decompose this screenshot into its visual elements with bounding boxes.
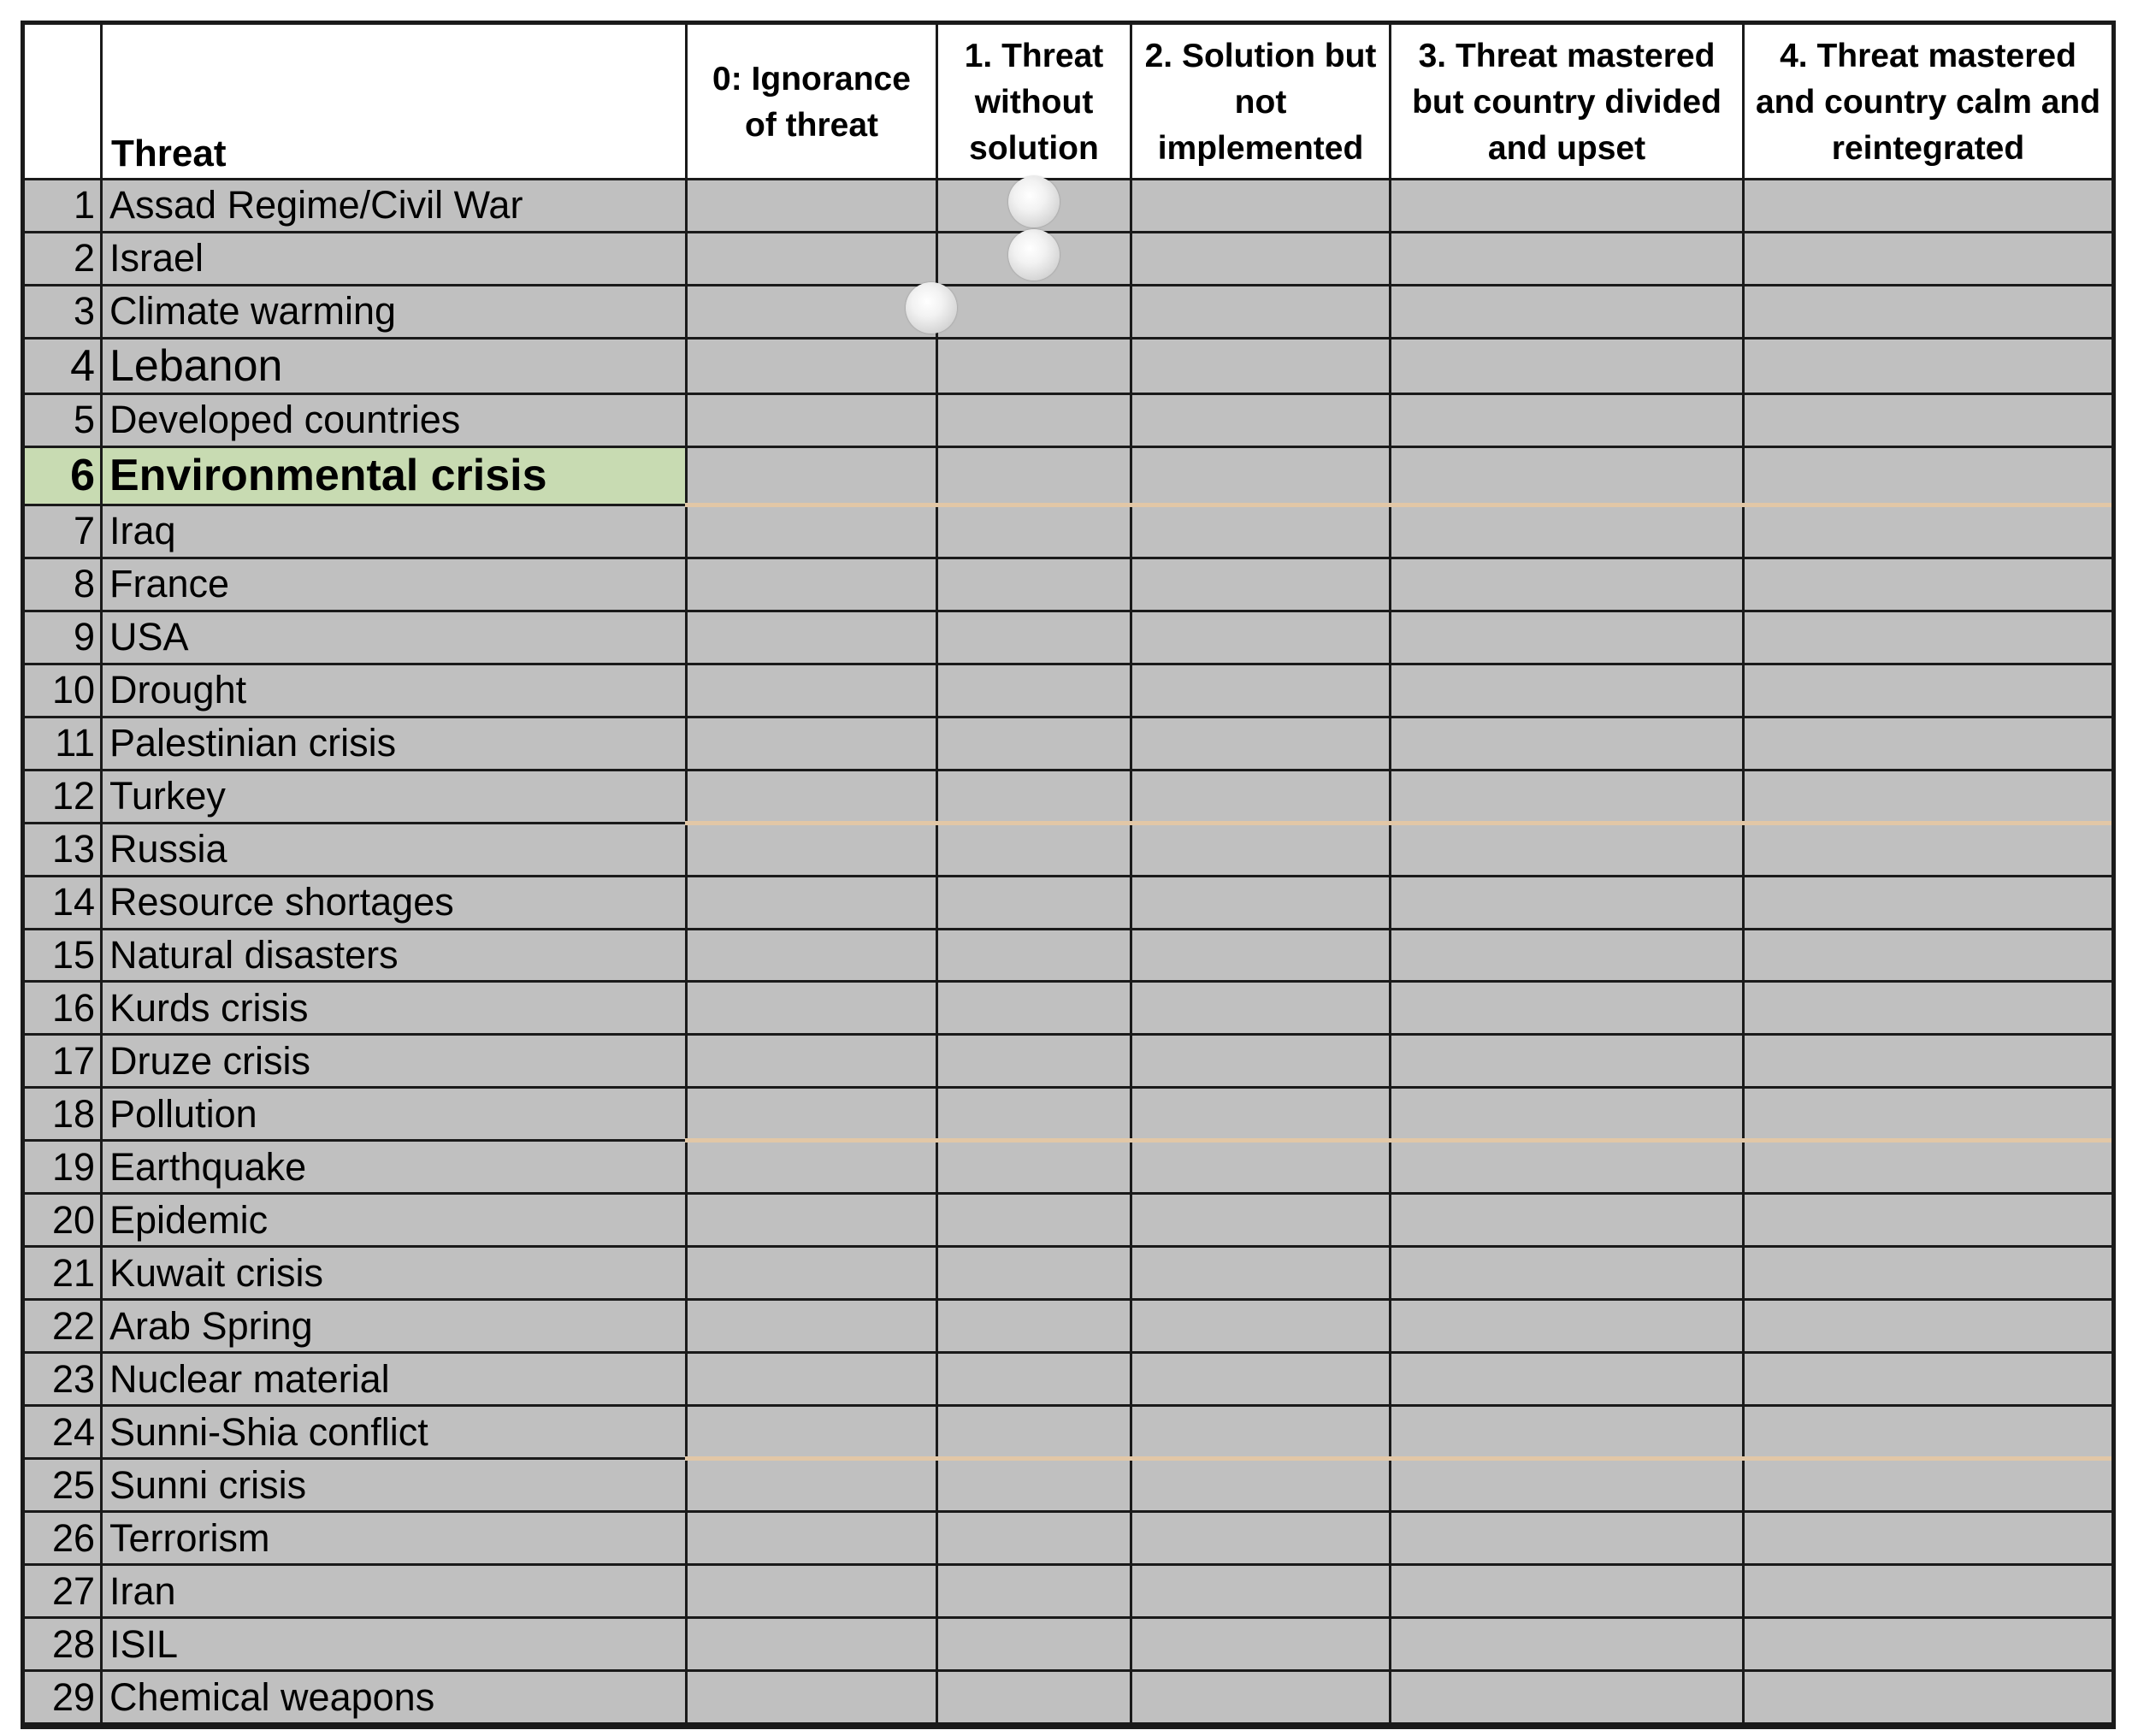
row-number: 11 [55, 721, 95, 765]
table-row [25, 559, 2111, 612]
sphere-marker-icon [1008, 176, 1060, 227]
table-row [25, 824, 2111, 877]
threat-name: Lebanon [109, 340, 283, 391]
table-row [25, 1566, 2111, 1619]
column-divider [936, 25, 938, 1725]
table-row [25, 1354, 2111, 1407]
row-number: 8 [73, 562, 95, 606]
table-row [25, 718, 2111, 771]
group-separator [685, 1138, 2111, 1143]
row-number: 19 [51, 1144, 95, 1189]
header-level-0: 0: Ignorance of threat [712, 61, 911, 144]
row-number: 23 [51, 1356, 95, 1401]
row-number: 9 [73, 615, 95, 659]
row-number: 1 [73, 183, 95, 227]
table-row [25, 286, 2111, 340]
threat-name: Sunni-Shia conflict [109, 1409, 428, 1454]
row-number: 7 [73, 509, 95, 553]
row-number: 24 [51, 1409, 95, 1454]
row-number: 16 [51, 985, 95, 1030]
threat-name: USA [109, 615, 189, 659]
threat-name: Russia [109, 827, 227, 871]
table-row [25, 1513, 2111, 1566]
table-row [25, 665, 2111, 718]
threat-name: Kuwait crisis [109, 1250, 324, 1295]
group-separator [685, 821, 2111, 825]
table-row [25, 1036, 2111, 1089]
table-row [25, 395, 2111, 448]
table-row [25, 983, 2111, 1036]
row-number: 25 [51, 1462, 95, 1507]
row-number: 4 [70, 340, 95, 391]
column-divider [685, 25, 688, 1725]
threat-name: France [109, 562, 230, 606]
table-row [25, 1460, 2111, 1513]
row-number: 15 [51, 932, 95, 977]
table-row [25, 1248, 2111, 1301]
row-number: 18 [51, 1091, 95, 1136]
column-divider [1742, 25, 1745, 1725]
table-row [25, 233, 2111, 286]
row-number: 10 [51, 668, 95, 712]
header-threat: Threat [111, 133, 227, 174]
threat-name: Pollution [109, 1091, 257, 1136]
table-header [25, 25, 2111, 180]
row-number: 14 [51, 880, 95, 924]
header-level-1: 1. Threat without solution [964, 38, 1104, 167]
threat-name: Israel [109, 236, 204, 280]
row-number: 27 [51, 1568, 95, 1613]
table-row [25, 877, 2111, 930]
threat-name: Developed countries [109, 398, 461, 442]
row-number: 28 [51, 1621, 95, 1666]
threat-name: Druze crisis [109, 1038, 311, 1083]
row-number: 12 [51, 774, 95, 818]
threat-matrix-table [21, 21, 2116, 1729]
table-row [25, 612, 2111, 665]
table-row [25, 771, 2111, 824]
row-number: 29 [51, 1674, 95, 1719]
threat-name: Iran [109, 1568, 176, 1613]
group-separator [685, 1456, 2111, 1461]
threat-name: Resource shortages [109, 880, 454, 924]
threat-name: Turkey [109, 774, 226, 818]
threat-name: Assad Regime/Civil War [109, 183, 523, 227]
threat-name: Drought [109, 668, 247, 712]
table-row [25, 1619, 2111, 1672]
sphere-marker-icon [1008, 229, 1060, 280]
row-number: 5 [73, 398, 95, 442]
table-row [25, 1089, 2111, 1142]
table-row [25, 1195, 2111, 1248]
table-row [25, 448, 2111, 506]
column-divider [100, 25, 103, 1725]
table-row [25, 1301, 2111, 1354]
threat-name: Earthquake [109, 1144, 307, 1189]
row-number: 21 [51, 1250, 95, 1295]
table-row [25, 930, 2111, 983]
row-number: 13 [51, 827, 95, 871]
threat-name: Terrorism [109, 1515, 270, 1560]
table-row [25, 506, 2111, 559]
threat-name: ISIL [109, 1621, 179, 1666]
table-row [25, 1142, 2111, 1195]
table-row [25, 1407, 2111, 1460]
row-number: 20 [51, 1197, 95, 1242]
table-row [25, 1672, 2111, 1725]
table-row [25, 340, 2111, 395]
threat-name: Sunni crisis [109, 1462, 307, 1507]
column-divider [1389, 25, 1391, 1725]
threat-name: Epidemic [109, 1197, 269, 1242]
row-number: 6 [70, 451, 95, 501]
group-separator [685, 503, 2111, 507]
header-level-2: 2. Solution but not implemented [1144, 38, 1377, 167]
threat-name: Iraq [109, 509, 176, 553]
column-divider [1130, 25, 1132, 1725]
row-number: 2 [73, 236, 95, 280]
threat-name: Chemical weapons [109, 1674, 435, 1719]
table-row [25, 180, 2111, 233]
threat-name: Climate warming [109, 289, 397, 334]
row-number: 17 [51, 1038, 95, 1083]
threat-name: Nuclear material [109, 1356, 390, 1401]
header-level-4: 4. Threat mastered and country calm and reintegrated [1755, 38, 2101, 167]
row-number: 22 [51, 1303, 95, 1348]
threat-name: Palestinian crisis [109, 721, 397, 765]
row-number: 3 [73, 289, 95, 334]
threat-name: Environmental crisis [109, 451, 547, 501]
threat-name: Arab Spring [109, 1303, 313, 1348]
threat-name: Kurds crisis [109, 985, 309, 1030]
row-number: 26 [51, 1515, 95, 1560]
threat-name: Natural disasters [109, 932, 399, 977]
sphere-marker-icon [906, 282, 957, 334]
header-level-3: 3. Threat mastered but country divided and upset [1412, 38, 1722, 167]
